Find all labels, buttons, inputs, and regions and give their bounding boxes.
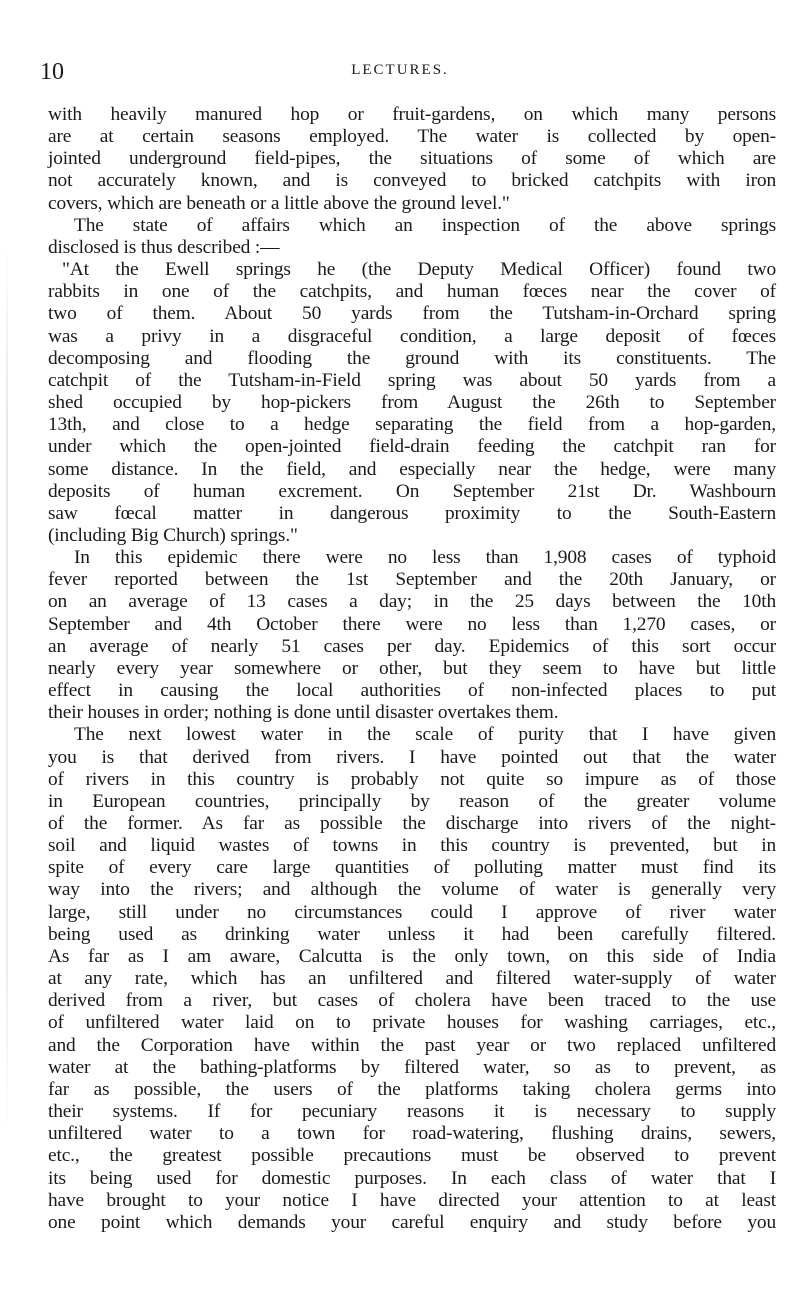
text-line: on an average of 13 cases a day; in the 25 days between the 10th [48, 591, 776, 613]
text-line: water at the bathing-platforms by filtered water, so as to prevent, as [48, 1056, 776, 1078]
text-line: their houses in order; nothing is done until disaster overtakes them. [48, 702, 559, 724]
text-line: far as possible, the users of the platforms taking cholera germs into [48, 1078, 776, 1100]
text-line: The state of affairs which an inspection of the above springs [74, 214, 776, 236]
text-line: decomposing and flooding the ground with its constituents. The [48, 347, 776, 369]
page-number: 10 [40, 59, 64, 85]
text-line: spite of every care large quantities of polluting matter must find its [48, 857, 776, 879]
text-line: soil and liquid wastes of towns in this country is prevented, but in [48, 835, 776, 857]
text-line: some distance. In the field, and especially near the hedge, were many [48, 458, 776, 480]
text-line: "At the Ewell springs he (the Deputy Medical Officer) found two [62, 259, 776, 281]
text-line: deposits of human excrement. On September 21st Dr. Washbourn [48, 480, 776, 502]
text-line: was a privy in a disgraceful condition, a large deposit of fœces [48, 325, 776, 347]
text-line: disclosed is thus described :— [48, 236, 280, 258]
text-line: shed occupied by hop-pickers from August the 26th to September [48, 392, 776, 414]
text-line: derived from a river, but cases of cholera have been traced to the use [48, 990, 776, 1012]
text-line: one point which demands your careful enquiry and study before you [48, 1211, 776, 1233]
text-line: The next lowest water in the scale of purity that I have given [74, 724, 776, 746]
text-line: their systems. If for pecuniary reasons it is necessary to supply [48, 1101, 776, 1123]
text-line: of unfiltered water laid on to private houses for washing carriages, etc., [48, 1012, 776, 1034]
text-line: with heavily manured hop or fruit-gardens, on which many persons [48, 104, 776, 125]
text-line: covers, which are beneath or a little above the ground level." [48, 192, 510, 214]
text-line: are at certain seasons employed. The water is collected by open- [48, 126, 776, 148]
binding-shadow [6, 240, 8, 1140]
text-line: in European countries, principally by reason of the greater volume [48, 790, 776, 812]
text-line: nearly every year somewhere or other, but they seem to have but little [48, 657, 776, 679]
text-line: (including Big Church) springs." [48, 524, 298, 546]
text-line: catchpit of the Tutsham-in-Field spring was about 50 yards from a [48, 369, 776, 391]
text-line: September and 4th October there were no less than 1,270 cases, or [48, 613, 776, 635]
text-line: saw fœcal matter in dangerous proximity to the South-Eastern [48, 502, 776, 524]
text-line: under which the open-jointed field-drain feeding the catchpit ran for [48, 436, 776, 458]
text-line: effect in causing the local authorities of non-infected places to put [48, 680, 776, 702]
text-line: not accurately known, and is conveyed to bricked catchpits with iron [48, 170, 776, 192]
text-line: As far as I am aware, Calcutta is the only town, on this side of India [48, 945, 776, 967]
text-line: 13th, and close to a hedge separating the field from a hop-garden, [48, 414, 776, 436]
text-line: way into the rivers; and although the volume of water is generally very [48, 879, 776, 901]
text-line: In this epidemic there were no less than 1,908 cases of typhoid [74, 547, 776, 569]
text-line: have brought to your notice I have directed your attention to at least [48, 1189, 776, 1211]
text-line: you is that derived from rivers. I have pointed out that the water [48, 746, 776, 768]
text-line: jointed underground field-pipes, the situations of some of which are [48, 148, 776, 170]
text-line: at any rate, which has an unfiltered and filtered water-supply of water [48, 968, 776, 990]
text-line: being used as drinking water unless it had been carefully filtered. [48, 923, 776, 945]
text-line: two of them. About 50 yards from the Tutsham-in-Orchard spring [48, 303, 776, 325]
text-line: etc., the greatest possible precautions must be observed to prevent [48, 1145, 776, 1167]
text-line: an average of nearly 51 cases per day. Epidemics of this sort occur [48, 635, 776, 657]
text-line: large, still under no circumstances could I approve of river water [48, 901, 776, 923]
body-text [48, 104, 776, 1234]
text-line: rabbits in one of the catchpits, and human fœces near the cover of [48, 281, 776, 303]
text-line: of rivers in this country is probably not quite so impure as of those [48, 768, 776, 790]
text-line: fever reported between the 1st September and the 20th January, or [48, 569, 776, 591]
text-line: and the Corporation have within the past year or two replaced unfiltered [48, 1034, 776, 1056]
running-head: LECTURES. [351, 62, 449, 78]
text-line: of the former. As far as possible the discharge into rivers of the night- [48, 813, 776, 834]
text-line: its being used for domestic purposes. In each class of water that I [48, 1167, 776, 1189]
text-line: unfiltered water to a town for road-watering, flushing drains, sewers, [48, 1123, 776, 1145]
